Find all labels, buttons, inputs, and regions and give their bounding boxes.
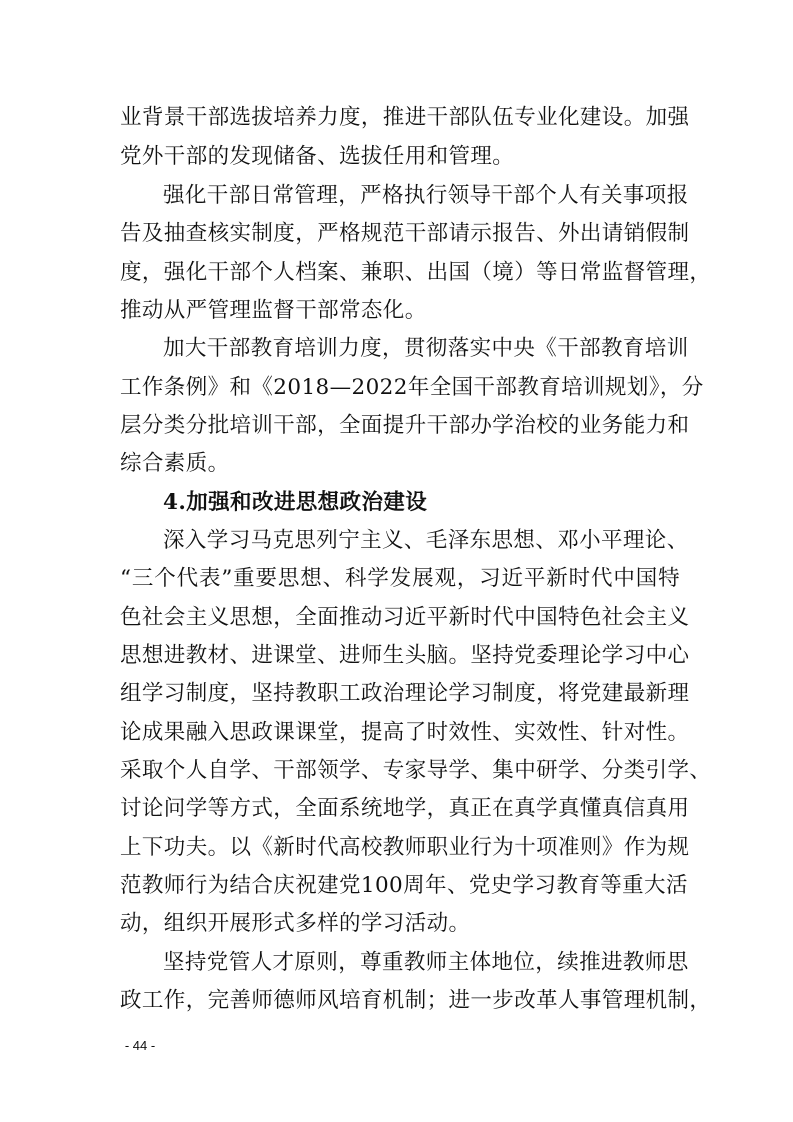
text-line: 坚持党管人才原则，尊重教师主体地位，续推进教师思 bbox=[163, 950, 689, 975]
text-line: 工作条例》和《2018—2022年全国干部教育培训规划》，分 bbox=[120, 375, 704, 400]
text-line: 层分类分批培训干部，全面提升干部办学治校的业务能力和 bbox=[120, 413, 690, 438]
text-line: 推动从严管理监督干部常态化。 bbox=[120, 298, 427, 323]
section-heading: 4.加强和改进思想政治建设 bbox=[163, 490, 428, 515]
text-line: 动，组织开展形式多样的学习活动。 bbox=[120, 911, 471, 936]
text-line: 综合素质。 bbox=[120, 451, 230, 476]
text-line: 深入学习马克思列宁主义、毛泽东思想、邓小平理论、 bbox=[163, 528, 689, 553]
text-line: 组学习制度，坚持教职工政治理论学习制度，将党建最新理 bbox=[120, 681, 690, 706]
text-line: 党外干部的发现储备、选拔任用和管理。 bbox=[120, 144, 515, 169]
text-line: 范教师行为结合庆祝建党100周年、党史学习教育等重大活 bbox=[120, 873, 688, 898]
text-line: 思想进教材、进课堂、进师生头脑。坚持党委理论学习中心 bbox=[120, 643, 690, 668]
text-line: 告及抽查核实制度，严格规范干部请示报告、外出请销假制 bbox=[120, 221, 690, 246]
text-line: 政工作，完善师德师风培育机制；进一步改革人事管理机制， bbox=[120, 988, 712, 1013]
text-line: “三个代表”重要思想、科学发展观，习近平新时代中国特 bbox=[120, 566, 680, 591]
text-line: 度，强化干部个人档案、兼职、出国（境）等日常监督管理， bbox=[120, 260, 712, 285]
text-line: 色社会主义思想，全面推动习近平新时代中国特色社会主义 bbox=[120, 605, 690, 630]
text-line: 上下功夫。以《新时代高校教师职业行为十项准则》作为规 bbox=[120, 835, 690, 860]
text-line: 采取个人自学、干部领学、专家导学、集中研学、分类引学、 bbox=[120, 758, 712, 783]
text-line: 强化干部日常管理，严格执行领导干部个人有关事项报 bbox=[163, 183, 689, 208]
text-line: 论成果融入思政课课堂，提高了时效性、实效性、针对性。 bbox=[120, 720, 690, 745]
page-number: - 44 - bbox=[124, 1038, 156, 1053]
text-line: 加大干部教育培训力度，贯彻落实中央《干部教育培训 bbox=[163, 336, 689, 361]
text-line: 业背景干部选拔培养力度，推进干部队伍专业化建设。加强 bbox=[120, 105, 690, 130]
text-line: 讨论问学等方式，全面系统地学，真正在真学真懂真信真用 bbox=[120, 796, 690, 821]
